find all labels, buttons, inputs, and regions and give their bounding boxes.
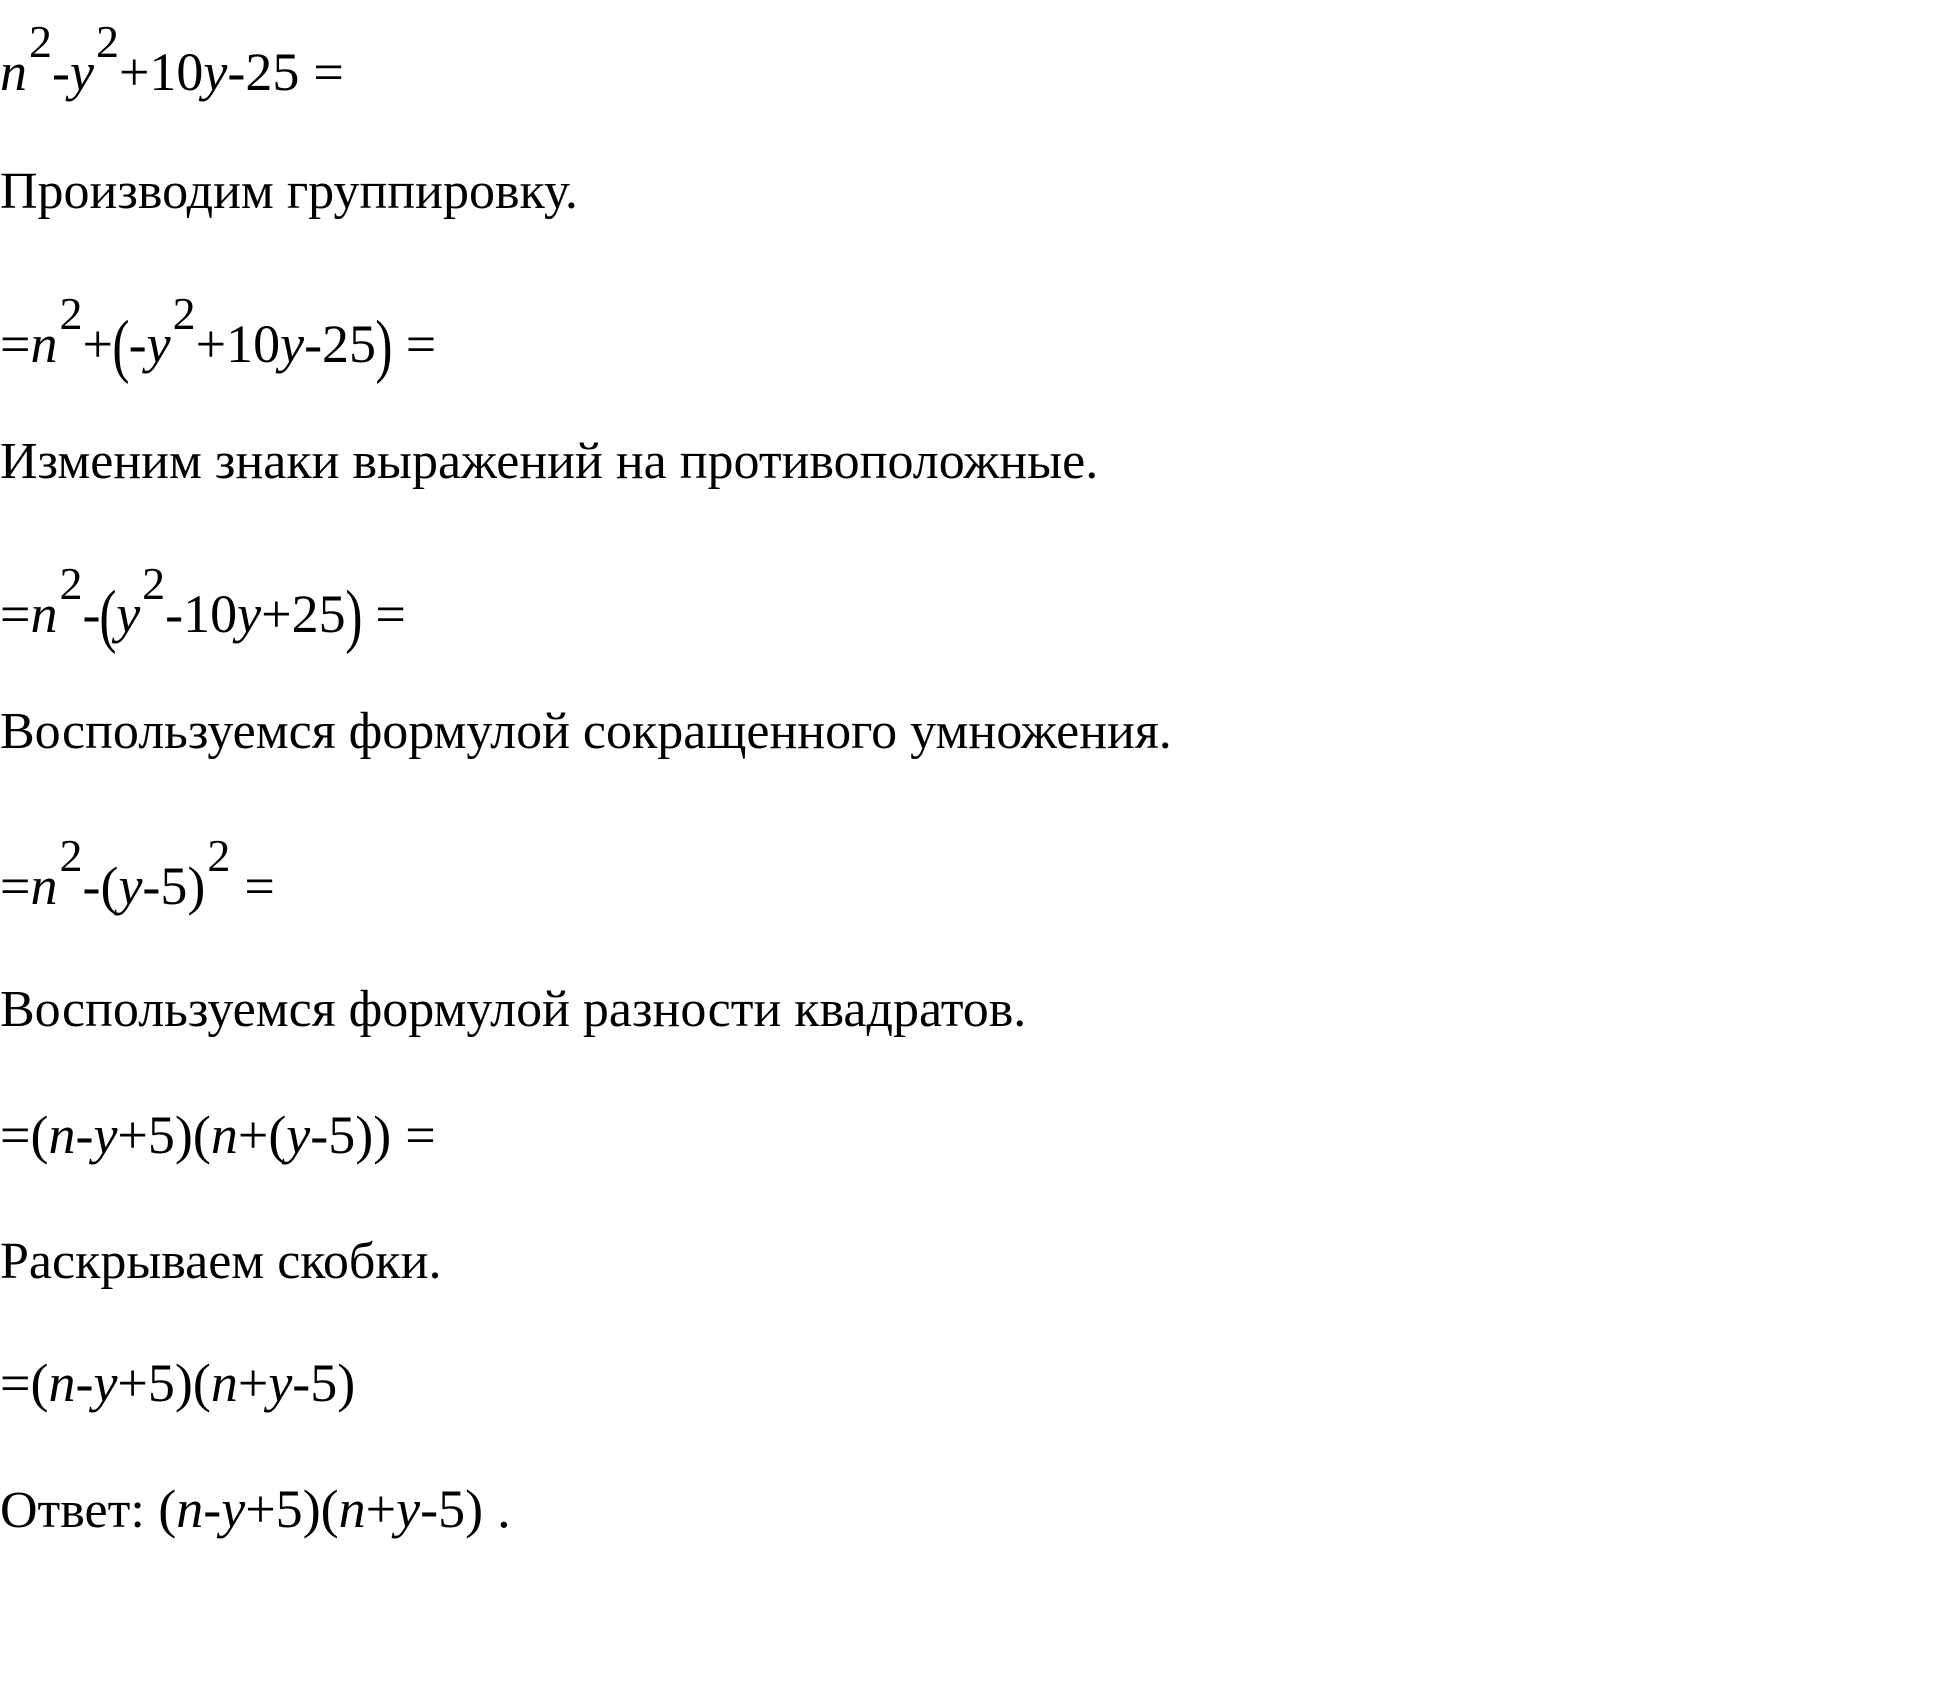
expression-squared (0, 830, 275, 917)
var-n: n (48, 1353, 76, 1413)
equals-sign: = (405, 1105, 436, 1165)
close-paren: ) (373, 1105, 392, 1165)
operator: - (75, 1105, 94, 1165)
var-n: n (338, 1479, 366, 1539)
open-paren: ( (30, 1105, 49, 1165)
exponent: 2 (95, 16, 119, 67)
term: +5 (117, 1105, 175, 1165)
equals-sign: = (0, 856, 31, 917)
answer-line (0, 1479, 511, 1539)
sign-change-note: Изменим знаки выражений на противоположные. (0, 433, 1099, 490)
var-y: y (237, 584, 262, 645)
term: +10 (118, 42, 204, 103)
equals-sign: = (0, 584, 31, 645)
close-paren: ) (465, 1479, 484, 1539)
exponent: 2 (172, 288, 196, 339)
term: +5 (245, 1479, 303, 1539)
operator: - (128, 314, 147, 375)
close-paren: ) (174, 1105, 193, 1165)
open-paren: ( (268, 1105, 287, 1165)
term: -5 (310, 1105, 356, 1165)
open-paren: ( (158, 1479, 177, 1539)
expression-grouped: $=n^2+(-y^2+10y-25)$ = (0, 288, 437, 385)
period: . (497, 1479, 511, 1539)
var-y: y (221, 1479, 246, 1539)
diff-squares-note: Воспользуемся формулой разности квадратов. (0, 981, 1027, 1038)
var-y: y (118, 856, 143, 917)
term: -( (82, 856, 119, 917)
open-paren: ( (192, 1105, 211, 1165)
grouping-note: Производим группировку. (0, 163, 578, 220)
operator: + (237, 1353, 269, 1413)
var-n: n (30, 584, 58, 645)
exponent: 2 (59, 830, 83, 881)
operator: - (52, 42, 70, 103)
exponent: 2 (59, 558, 83, 609)
var-y: y (146, 314, 171, 375)
open-paren: ( (192, 1353, 211, 1413)
expression-signs-changed: $=n^2-(y^2-10y+25)$ = (0, 558, 406, 655)
expression-factored (0, 1105, 436, 1165)
equals-sign: = (0, 314, 31, 375)
expression-expanded (0, 1353, 356, 1413)
var-n: n (176, 1479, 204, 1539)
var-y: y (93, 1353, 118, 1413)
var-n: n (0, 42, 27, 103)
term: +10 (195, 314, 281, 375)
answer-label: Ответ: (0, 1482, 145, 1539)
var-y: y (69, 42, 94, 103)
short-mult-note: Воспользуемся формулой сокращенного умножения. (0, 703, 1172, 760)
exponent: 2 (142, 558, 166, 609)
var-y: y (116, 584, 141, 645)
var-n: n (30, 314, 58, 375)
var-n: n (210, 1105, 238, 1165)
equals-sign: = (313, 42, 344, 103)
equals-sign: = (244, 856, 275, 917)
open-paren: ( (30, 1353, 49, 1413)
operator: + (365, 1479, 397, 1539)
open-paren: ( (320, 1479, 339, 1539)
var-y: y (268, 1353, 293, 1413)
equals-sign: = (0, 1353, 31, 1413)
operator: - (203, 1479, 222, 1539)
close-paren: ) (174, 1353, 193, 1413)
term: -5 (292, 1353, 338, 1413)
term: -25 (227, 42, 300, 103)
exponent: 2 (207, 830, 231, 881)
term: +25 (261, 584, 346, 645)
exponent: 2 (29, 16, 52, 67)
close-paren: ) (355, 1105, 374, 1165)
close-paren: ) (337, 1353, 356, 1413)
operator: + (82, 314, 113, 375)
expression-start (0, 16, 344, 103)
exponent: 2 (59, 288, 83, 339)
var-y: y (286, 1105, 311, 1165)
operator: - (82, 584, 101, 645)
equals-sign: = (405, 314, 437, 375)
term: +5 (117, 1353, 175, 1413)
term: -10 (165, 584, 238, 645)
var-y: y (203, 42, 228, 103)
var-n: n (30, 856, 58, 917)
operator: + (237, 1105, 269, 1165)
term: -25 (304, 314, 377, 375)
term: -5 (420, 1479, 466, 1539)
operator: - (75, 1353, 94, 1413)
var-y: y (396, 1479, 421, 1539)
close-paren: ) (302, 1479, 321, 1539)
var-y: y (93, 1105, 118, 1165)
equals-sign: = (0, 1105, 31, 1165)
var-n: n (48, 1105, 76, 1165)
term: -5) (142, 856, 206, 917)
open-brackets-note: Раскрываем скобки. (0, 1233, 442, 1290)
var-y: y (280, 314, 305, 375)
equals-sign: = (375, 584, 406, 645)
var-n: n (210, 1353, 238, 1413)
